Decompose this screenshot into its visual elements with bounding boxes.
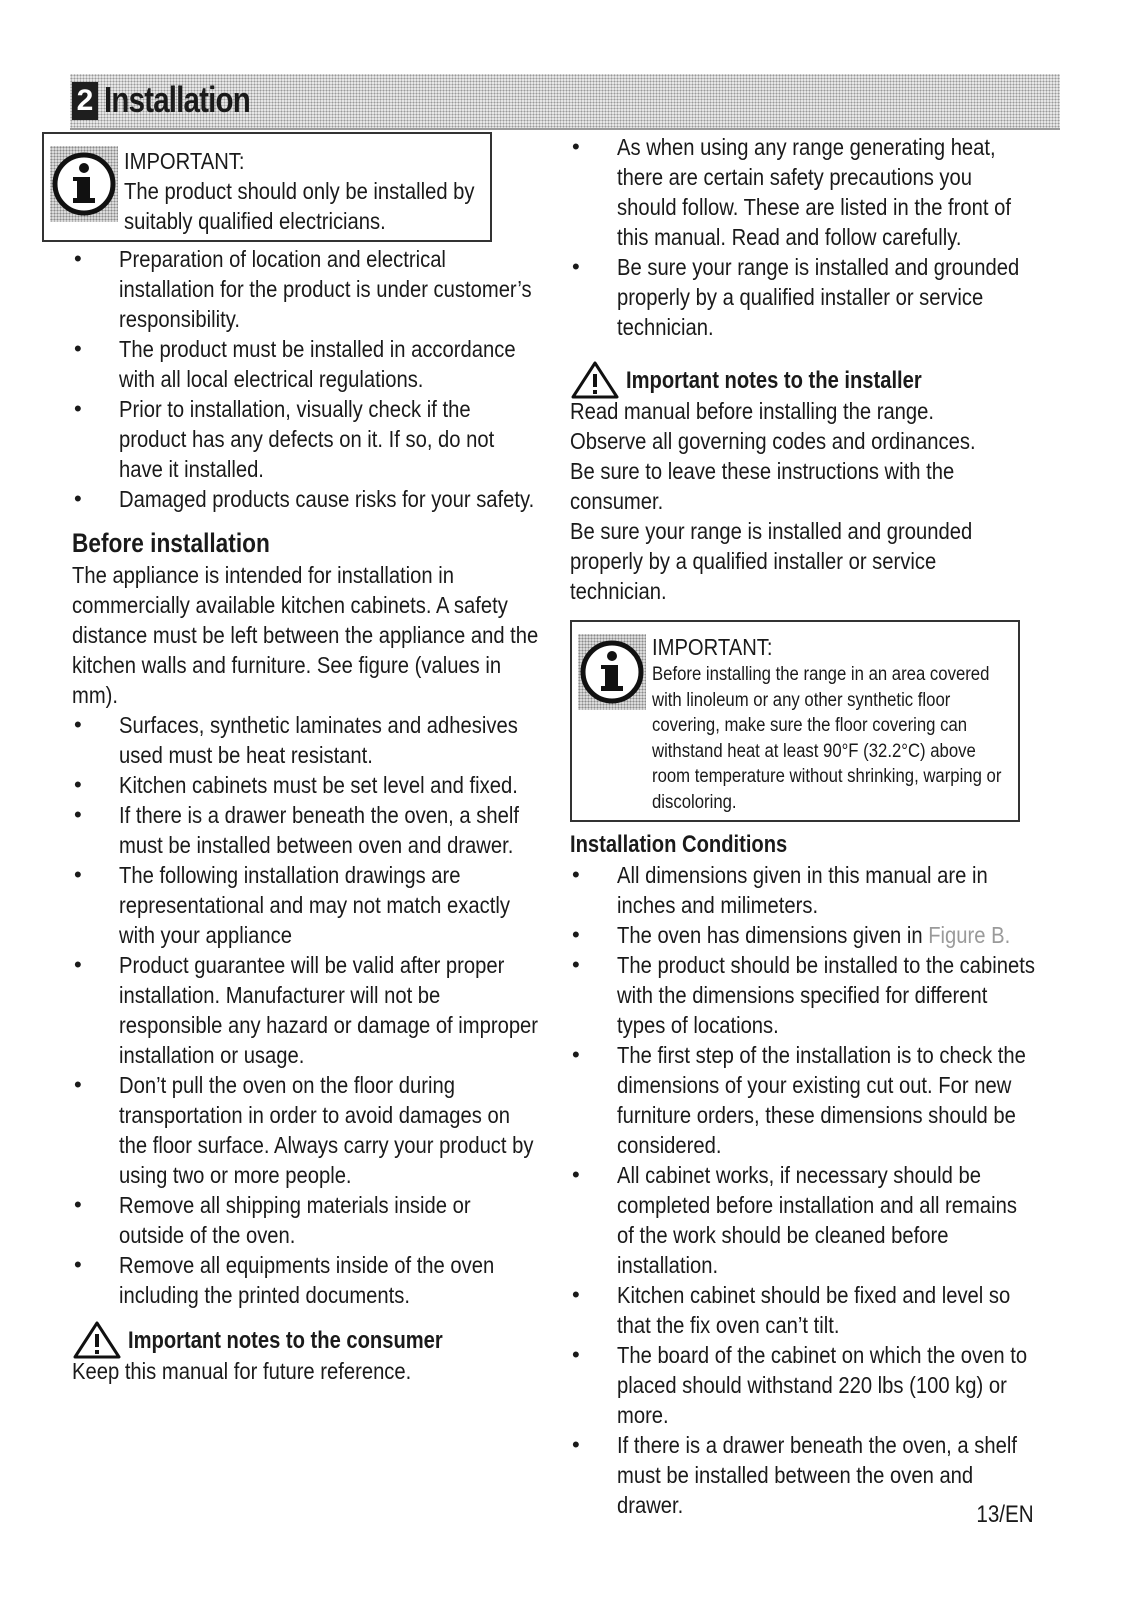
bullet-dot: • (572, 952, 580, 977)
section-heading: Installation Conditions (570, 831, 788, 858)
installer-note-line: Be sure your range is installed and grounded properly by a qualified installer or service technician. (570, 518, 973, 604)
installer-notes-heading-row (570, 366, 1036, 396)
info-icon (578, 634, 646, 710)
before-installation-section (72, 526, 542, 1310)
warning-triangle-icon (72, 1320, 122, 1360)
bullet-dot: • (74, 246, 82, 271)
chapter-number: 2 (72, 82, 98, 120)
important-text: The product should only be installed by suitably qualified electricians. (124, 178, 475, 234)
important-box (570, 620, 1020, 822)
bullet-dot: • (572, 254, 580, 279)
section-heading: Important notes to the installer (626, 367, 922, 394)
important-text: Before installing the range in an area covered with linoleum or any other synthetic floor covering, make sure the floor covering can withstand heat at least 90°F (32.2°C) above room temperature without shrinking, warping or discoloring. (652, 664, 1002, 813)
right-column (570, 132, 1036, 1520)
consumer-notes-section (72, 1326, 542, 1386)
bullet-dot: • (572, 1042, 580, 1067)
list-item: • Surfaces, synthetic laminates and adhesives used must be heat resistant. (74, 712, 518, 768)
list-item: • The first step of the installation is to check the dimensions of your existing cut out. For new furniture orders, these dimensions should be considered. (572, 1042, 1026, 1158)
list-item: • All dimensions given in this manual are in inches and milimeters. (572, 862, 988, 918)
list-item: • As when using any range generating heat, there are certain safety precautions you should follow. These are listed in the front of this manual. Read and follow carefully. (572, 134, 1011, 250)
bullet-dot: • (572, 1432, 580, 1457)
bullet-dot: • (572, 1282, 580, 1307)
bullet-dot: • (572, 862, 580, 887)
list-item: • Kitchen cabinets must be set level and fixed. (74, 772, 518, 798)
list-item: • If there is a drawer beneath the oven, a shelf must be installed between oven and drawer. (74, 802, 519, 858)
bullet-dot: • (74, 1072, 82, 1097)
installer-note-line: Read manual before installing the range. (570, 398, 935, 424)
bullet-dot: • (74, 336, 82, 361)
list-item: • The board of the cabinet on which the oven to placed should withstand 220 lbs (100 kg) or more. (572, 1342, 1028, 1428)
list-item (570, 920, 1036, 950)
installation-conditions-section (570, 830, 1036, 1520)
important-box (42, 132, 492, 242)
list-item: • Kitchen cabinet should be fixed and level so that the fix oven can’t tilt. (572, 1282, 1011, 1338)
section-heading: Before installation (72, 528, 270, 558)
warning-triangle-icon (570, 360, 620, 400)
bullet-dot: • (572, 922, 580, 947)
bullet-dot: • (74, 396, 82, 421)
bullet-dot: • (74, 862, 82, 887)
bullet-dot: • (74, 486, 82, 511)
section-paragraph: The appliance is intended for installation in commercially available kitchen cabinets. A safety distance must be left between the appliance and the kitchen walls and furniture. See figure (values in mm). (72, 562, 539, 708)
bullet-dot: • (74, 772, 82, 797)
list-item: • Remove all equipments inside of the oven including the printed documents. (74, 1252, 495, 1308)
bullet-dot: • (572, 134, 580, 159)
section-heading: Important notes to the consumer (128, 1327, 443, 1354)
bullet-dot: • (74, 802, 82, 827)
list-item: • Prior to installation, visually check if the product has any defects on it. If so, do not have it installed. (74, 396, 495, 482)
before-bullet-list (72, 710, 542, 1310)
list-item: • The following installation drawings are representational and may not match exactly with your appliance (74, 862, 510, 948)
page-number: 13/EN (976, 1501, 1034, 1528)
chapter-title: Installation (104, 79, 250, 120)
bullet-dot: • (74, 712, 82, 737)
consumer-notes-text: Keep this manual for future reference. (72, 1358, 412, 1384)
list-item: • Remove all shipping materials inside or outside of the oven. (74, 1192, 471, 1248)
left-column (72, 132, 542, 1386)
installer-note-line: Observe all governing codes and ordinances. (570, 428, 976, 454)
list-item: • Preparation of location and electrical installation for the product is under customer’s responsibility. (74, 246, 532, 332)
list-item: • Don’t pull the oven on the floor during transportation in order to avoid damages on the floor surface. Always carry your product by using two or more people. (74, 1072, 534, 1188)
important-title: IMPORTANT: (124, 148, 245, 174)
list-item-text: The oven has dimensions given in (617, 922, 929, 948)
right-bullet-list-1 (570, 132, 1036, 342)
list-item: • Be sure your range is installed and grounded properly by a qualified installer or service technician. (572, 254, 1020, 340)
list-item: • Product guarantee will be valid after proper installation. Manufacturer will not be responsible any hazard or damage of improper installation or usage. (74, 952, 539, 1068)
important-title: IMPORTANT: (652, 634, 773, 660)
list-item: • All cabinet works, if necessary should be completed before installation and all remains of the work should be cleaned before installation. (572, 1162, 1017, 1278)
conditions-bullet-list (570, 860, 1036, 1520)
bullet-dot: • (74, 1252, 82, 1277)
list-item: • The product must be installed in accordance with all local electrical regulations. (74, 336, 516, 392)
installer-note-line: Be sure to leave these instructions with the consumer. (570, 458, 955, 514)
bullet-dot: • (572, 1342, 580, 1367)
installer-notes-section (570, 366, 1036, 606)
list-item: • If there is a drawer beneath the oven, a shelf must be installed between the oven and drawer. (572, 1432, 1017, 1518)
consumer-notes-heading-row (72, 1326, 542, 1356)
chapter-header (70, 74, 1060, 130)
bullet-dot: • (74, 952, 82, 977)
bullet-dot: • (572, 1162, 580, 1187)
bullet-dot: • (74, 1192, 82, 1217)
list-item: • The product should be installed to the cabinets with the dimensions specified for different types of locations. (572, 952, 1035, 1038)
list-item: • Damaged products cause risks for your safety. (74, 486, 535, 512)
info-icon (50, 146, 118, 222)
left-bullet-list-1 (72, 244, 542, 514)
figure-reference: Figure B. (928, 922, 1011, 948)
